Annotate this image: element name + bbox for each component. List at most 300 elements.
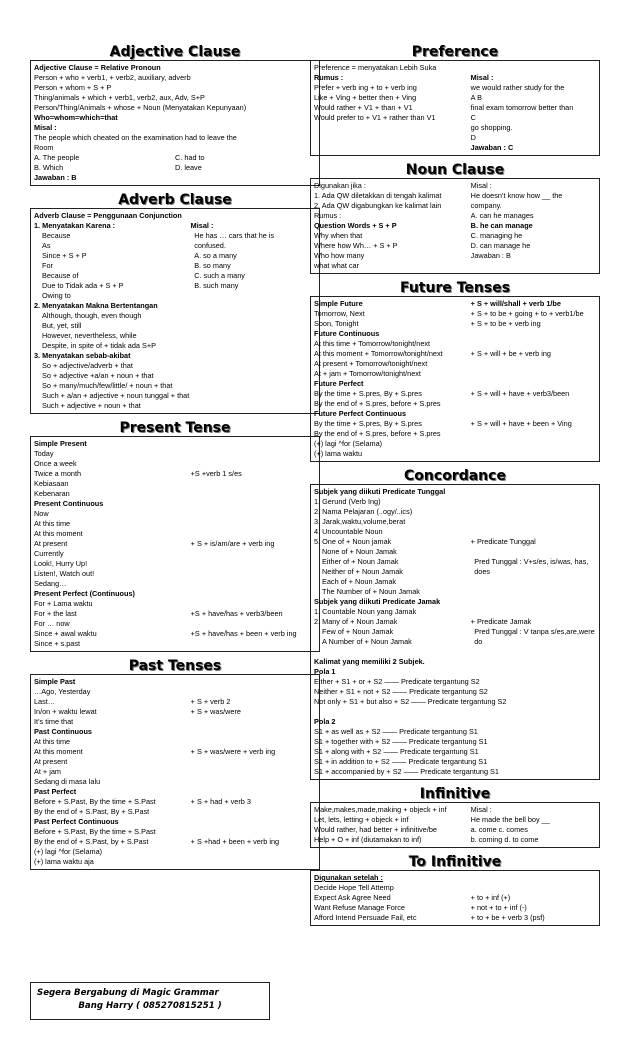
line-text: Since + s.past bbox=[34, 639, 81, 648]
text-line bbox=[314, 73, 596, 83]
line-aside: + not + to + inf (-) bbox=[470, 903, 527, 912]
line-text: Pola 2 bbox=[314, 717, 336, 726]
text-line bbox=[314, 339, 596, 349]
line-aside: + S + verb 2 bbox=[190, 697, 231, 706]
text-line bbox=[314, 627, 596, 637]
line-text: Help + O + inf (diutamakan to inf) bbox=[314, 835, 422, 844]
line-aside: + S + was/were bbox=[190, 707, 241, 716]
text-line bbox=[314, 527, 596, 537]
line-aside: + S + will + have + verb3/been bbox=[470, 389, 570, 398]
line-text: 2. Nama Pelajaran (..ogy/..ics) bbox=[314, 507, 413, 516]
line-aside: Pred Tunggal : V+s/es, is/was, has, bbox=[474, 557, 589, 566]
line-aside: Jawaban : B bbox=[470, 251, 511, 260]
line-text bbox=[314, 123, 471, 133]
text-line bbox=[34, 93, 316, 103]
text-line bbox=[34, 241, 316, 251]
text-line bbox=[34, 579, 316, 589]
text-line bbox=[314, 757, 596, 767]
text-line bbox=[34, 727, 316, 737]
text-line bbox=[314, 557, 596, 567]
text-line bbox=[34, 221, 316, 231]
line-text: S1 + in addition to + S2 —— Predicate tergantung S1 bbox=[314, 757, 488, 766]
line-text: The Number of + Noun Jamak bbox=[322, 587, 420, 596]
option-a: A. The people bbox=[34, 153, 80, 162]
line-text bbox=[314, 143, 471, 153]
option-d: D. leave bbox=[175, 163, 202, 172]
line-aside: D. can manage he bbox=[470, 241, 531, 250]
text-line bbox=[314, 517, 596, 527]
text-line bbox=[314, 805, 596, 815]
line-text: Few of + Noun Jamak bbox=[322, 627, 394, 636]
text-line bbox=[34, 539, 316, 549]
text-line bbox=[314, 815, 596, 825]
text-line bbox=[314, 319, 596, 329]
line-text: 5. One of + Noun jamak bbox=[314, 537, 392, 546]
line-text: So + many/much/few/little/ + noun + that bbox=[42, 381, 173, 390]
preference-lines bbox=[314, 63, 596, 153]
line-text: Subjek yang diikuti Predicate Tunggal bbox=[314, 487, 446, 496]
text-line bbox=[314, 737, 596, 747]
line-aside: + S + will + have + been + Ving bbox=[470, 419, 572, 428]
text-line bbox=[314, 251, 596, 261]
line-text: Kebiasaan bbox=[34, 479, 69, 488]
line-text: By the end of + S.Past, by + S.Past bbox=[34, 837, 149, 846]
line-text: Person + whom + S + P bbox=[34, 83, 112, 92]
text-line bbox=[34, 847, 316, 857]
line-text: Afford Intend Persuade Fail, etc bbox=[314, 913, 417, 922]
line-text: what what car bbox=[314, 261, 360, 270]
line-text: At this moment bbox=[34, 747, 83, 756]
text-line bbox=[34, 757, 316, 767]
line-text: At present bbox=[34, 539, 68, 548]
line-text: Due to Tidak ada + S + P bbox=[42, 281, 124, 290]
line-text: A Number of + Noun Jamak bbox=[322, 637, 412, 646]
line-aside: He made the bell boy __ bbox=[470, 815, 550, 824]
concordance-box bbox=[310, 484, 600, 780]
line-text: Either of + Noun Jamak bbox=[322, 557, 399, 566]
text-line bbox=[314, 577, 596, 587]
text-line bbox=[314, 261, 596, 271]
line-aside: Misal : bbox=[190, 221, 214, 230]
text-line bbox=[34, 519, 316, 529]
line-text: For + Lama waktu bbox=[34, 599, 93, 608]
line-text: Since + S + P bbox=[42, 251, 87, 260]
text-line bbox=[34, 787, 316, 797]
line-text: It’s time that bbox=[34, 717, 74, 726]
line-text: 2. Menyatakan Makna Bertentangan bbox=[34, 301, 158, 310]
text-line bbox=[34, 697, 316, 707]
text-line bbox=[34, 449, 316, 459]
line-text: (+) lama waktu aja bbox=[34, 857, 94, 866]
line-text: For + the last bbox=[34, 609, 77, 618]
line-text: Past Perfect bbox=[34, 787, 77, 796]
line-text: Today bbox=[34, 449, 54, 458]
text-line bbox=[314, 903, 596, 913]
line-aside: we would rather study for the bbox=[470, 83, 565, 92]
text-line bbox=[34, 559, 316, 569]
to-infinitive-heading: Digunakan setelah : bbox=[314, 873, 383, 882]
line-text: At present bbox=[34, 757, 68, 766]
line-text: Before + S.Past, By the time + S.Past bbox=[34, 827, 156, 836]
line-text: At this time bbox=[34, 519, 71, 528]
future-lines bbox=[314, 299, 596, 459]
text-line bbox=[314, 507, 596, 517]
text-line bbox=[34, 619, 316, 629]
line-text: But, yet, still bbox=[42, 321, 82, 330]
text-line bbox=[314, 487, 596, 497]
line-aside: +S + have/has + verb3/been bbox=[190, 609, 283, 618]
line-text: Let, lets, letting + objeck + inf bbox=[314, 815, 409, 824]
text-line bbox=[314, 419, 596, 429]
line-text: However, nevertheless, while bbox=[42, 331, 137, 340]
line-text: 1. Ada QW diletakkan di tengah kalimat bbox=[314, 191, 442, 200]
text-line bbox=[34, 589, 316, 599]
concordance-section bbox=[310, 468, 600, 780]
line-text: Present Continuous bbox=[34, 499, 104, 508]
text-line bbox=[34, 609, 316, 619]
text-line bbox=[34, 747, 316, 757]
text-line bbox=[34, 251, 316, 261]
line-text: 3. Menyatakan sebab-akibat bbox=[34, 351, 131, 360]
future-tenses-title: Future Tenses bbox=[399, 280, 511, 296]
text-line bbox=[314, 883, 596, 893]
line-aside: + Predicate Tunggal bbox=[470, 537, 536, 546]
text-line bbox=[34, 123, 316, 133]
line-aside: B. he can manage bbox=[470, 221, 533, 230]
text-line bbox=[314, 597, 596, 607]
adjective-answer: Jawaban : B bbox=[34, 173, 77, 182]
adverb-clause-section bbox=[30, 192, 320, 414]
text-line bbox=[314, 607, 596, 617]
line-text: Simple Future bbox=[314, 299, 363, 308]
text-line bbox=[314, 617, 596, 627]
adverb-clause-box bbox=[30, 208, 320, 414]
line-text: Rumus : bbox=[314, 73, 344, 82]
line-aside: + S + to be + verb ing bbox=[470, 319, 541, 328]
text-line bbox=[314, 547, 596, 557]
line-text: Room bbox=[34, 143, 54, 152]
preference-section bbox=[310, 44, 600, 156]
text-line bbox=[314, 63, 596, 73]
text-line bbox=[34, 827, 316, 837]
adverb-clause-title: Adverb Clause bbox=[118, 192, 232, 208]
line-text: Future Perfect bbox=[314, 379, 364, 388]
noun-clause-box bbox=[310, 178, 600, 274]
line-text: By the end of + S.pres, before + S.pres bbox=[314, 429, 441, 438]
text-line bbox=[34, 63, 316, 73]
text-line bbox=[34, 817, 316, 827]
text-line bbox=[314, 83, 596, 93]
line-text: As bbox=[42, 241, 51, 250]
line-aside: C. such a many bbox=[194, 271, 245, 280]
text-line bbox=[314, 637, 596, 647]
text-line bbox=[34, 629, 316, 639]
text-line bbox=[314, 687, 596, 697]
text-line bbox=[34, 401, 316, 411]
text-line bbox=[314, 767, 596, 777]
text-line bbox=[314, 697, 596, 707]
infinitive-title: Infinitive bbox=[419, 786, 491, 802]
text-line bbox=[34, 807, 316, 817]
line-text: Either + S1 + or + S2 —— Predicate tergantung S2 bbox=[314, 677, 480, 686]
line-text: Because bbox=[42, 231, 71, 240]
text-line bbox=[314, 835, 596, 845]
line-aside: confused. bbox=[194, 241, 226, 250]
text-line bbox=[314, 567, 596, 577]
line-text: 1. Gerund (Verb Ing) bbox=[314, 497, 381, 506]
text-line bbox=[314, 329, 596, 339]
line-text: S1 + together with + S2 —— Predicate tergantung S1 bbox=[314, 737, 488, 746]
future-tenses-box bbox=[310, 296, 600, 462]
line-aside: He has … cars that he is bbox=[194, 231, 275, 240]
adjective-clause-title: Adjective Clause bbox=[109, 44, 241, 60]
text-line bbox=[34, 271, 316, 281]
text-line bbox=[314, 379, 596, 389]
present-tense-title: Present Tense bbox=[119, 420, 231, 436]
text-line bbox=[314, 221, 596, 231]
text-line bbox=[34, 529, 316, 539]
line-text: Make,makes,made,making + objeck + inf bbox=[314, 805, 447, 814]
text-line bbox=[34, 113, 316, 123]
line-text: Simple Present bbox=[34, 439, 87, 448]
concordance-title: Concordance bbox=[404, 468, 506, 484]
text-line bbox=[34, 381, 316, 391]
past-lines bbox=[34, 677, 316, 867]
line-aside: B. such many bbox=[194, 281, 239, 290]
line-text: Present Perfect (Continuous) bbox=[34, 589, 135, 598]
line-text: Neither of + Noun Jamak bbox=[322, 567, 403, 576]
text-line bbox=[34, 777, 316, 787]
right-column bbox=[310, 44, 600, 932]
line-text: Because of bbox=[42, 271, 79, 280]
line-text: In/on + waktu lewat bbox=[34, 707, 97, 716]
line-aside: a. come c. comes bbox=[470, 825, 528, 834]
line-aside: +S + have/has + been + verb ing bbox=[190, 629, 297, 638]
text-line bbox=[34, 469, 316, 479]
adjective-options-row-2 bbox=[34, 163, 316, 173]
line-text: Currently bbox=[34, 549, 64, 558]
text-line bbox=[34, 321, 316, 331]
text-line bbox=[314, 399, 596, 409]
line-text: 2. Ada QW digabungkan ke kalimat lain bbox=[314, 201, 442, 210]
text-line bbox=[314, 825, 596, 835]
line-text: By the end of + S.pres, before + S.pres bbox=[314, 399, 441, 408]
text-line bbox=[34, 281, 316, 291]
adjective-clause-section bbox=[30, 44, 320, 186]
text-line bbox=[34, 361, 316, 371]
text-line bbox=[314, 299, 596, 309]
text-line bbox=[34, 103, 316, 113]
line-text: Digunakan jika : bbox=[314, 181, 366, 190]
infinitive-lines bbox=[314, 805, 596, 845]
line-text: Question Words + S + P bbox=[314, 221, 397, 230]
text-line bbox=[314, 537, 596, 547]
line-text: Twice a month bbox=[34, 469, 82, 478]
line-text: Tomorrow, Next bbox=[314, 309, 365, 318]
line-aside: + S +had + been + verb ing bbox=[190, 837, 280, 846]
text-line bbox=[34, 837, 316, 847]
text-line bbox=[34, 311, 316, 321]
line-text: Thing/animals + which + verb1, verb2, aux, Adv, S+P bbox=[34, 93, 205, 102]
line-aside: Misal : bbox=[470, 73, 494, 82]
line-text: Once a week bbox=[34, 459, 77, 468]
text-line bbox=[34, 371, 316, 381]
line-aside: + S + had + verb 3 bbox=[190, 797, 251, 806]
adverb-lines bbox=[34, 221, 316, 411]
text-line bbox=[34, 73, 316, 83]
concordance-lines bbox=[314, 487, 596, 777]
text-line bbox=[34, 717, 316, 727]
line-aside: He doesn’t know how __ the bbox=[470, 191, 563, 200]
line-aside: + to + inf (+) bbox=[470, 893, 511, 902]
line-aside: + S + was/were + verb ing bbox=[190, 747, 276, 756]
line-text: Since + awal waktu bbox=[34, 629, 97, 638]
adjective-lines bbox=[34, 63, 316, 153]
text-line bbox=[314, 449, 596, 459]
line-text: Expect Ask Agree Need bbox=[314, 893, 391, 902]
line-aside: A. can he manages bbox=[470, 211, 534, 220]
text-line bbox=[34, 459, 316, 469]
text-line bbox=[314, 201, 596, 211]
line-text: So + adjective +a/an + noun + that bbox=[42, 371, 154, 380]
noun-lines bbox=[314, 181, 596, 271]
to-infinitive-section bbox=[310, 854, 600, 926]
past-tenses-box bbox=[30, 674, 320, 870]
line-text: (+) lama waktu bbox=[314, 449, 363, 458]
text-line bbox=[314, 707, 596, 717]
text-line bbox=[34, 231, 316, 241]
line-text: Pola 1 bbox=[314, 667, 336, 676]
infinitive-section bbox=[310, 786, 600, 848]
line-text: Rumus : bbox=[314, 211, 342, 220]
line-text: By the end of + S.Past, By + S.Past bbox=[34, 807, 150, 816]
adverb-heading: Adverb Clause = Penggunaan Conjunction bbox=[34, 211, 182, 220]
line-text: Soon, Tonight bbox=[314, 319, 359, 328]
text-line bbox=[34, 489, 316, 499]
line-text: Future Continuous bbox=[314, 329, 380, 338]
line-text bbox=[314, 707, 596, 717]
line-text: Person + who + verb1, + verb2, auxiliary, adverb bbox=[34, 73, 191, 82]
line-text: Subjek yang diikuti Predicate Jamak bbox=[314, 597, 441, 606]
text-line bbox=[34, 133, 316, 143]
line-text: Who=whom=which=that bbox=[34, 113, 118, 122]
line-text: Would rather + V1 + than + V1 bbox=[314, 103, 413, 112]
line-text: Adjective Clause = Relative Pronoun bbox=[34, 63, 161, 72]
line-text: By the time + S.pres, By + S.pres bbox=[314, 419, 422, 428]
present-tense-box bbox=[30, 436, 320, 652]
line-text: Who how many bbox=[314, 251, 365, 260]
line-aside: Jawaban : C bbox=[470, 143, 514, 152]
text-line bbox=[34, 331, 316, 341]
line-text: 3. Jarak,waktu,volume,berat bbox=[314, 517, 406, 526]
text-line bbox=[314, 747, 596, 757]
line-aside: does bbox=[474, 567, 491, 576]
past-tenses-title: Past Tenses bbox=[128, 658, 222, 674]
text-line bbox=[34, 391, 316, 401]
line-aside: + to + be + verb 3 (psf) bbox=[470, 913, 545, 922]
line-text: Before + S.Past, By the time + S.Past bbox=[34, 797, 156, 806]
text-line bbox=[34, 479, 316, 489]
footer-line-1: Segera Bergabung di Magic Grammar bbox=[37, 988, 219, 998]
text-line bbox=[314, 409, 596, 419]
line-text bbox=[314, 647, 596, 657]
infinitive-box bbox=[310, 802, 600, 848]
text-line bbox=[314, 143, 596, 153]
future-tenses-section bbox=[310, 280, 600, 462]
line-text: S1 + along with + S2 —— Predicate tergantung S1 bbox=[314, 747, 479, 756]
line-text: The people which cheated on the examination had to leave the bbox=[34, 133, 237, 142]
adjective-options-row-1 bbox=[34, 153, 316, 163]
text-line bbox=[314, 913, 596, 923]
line-text: At this moment bbox=[34, 529, 83, 538]
line-text: Owing to bbox=[42, 291, 71, 300]
option-c: C. had to bbox=[175, 153, 205, 162]
line-aside: final exam tomorrow better than bbox=[470, 103, 574, 112]
line-text: Person/Thing/Animals + whose + Noun (Menyatakan Kepunyaan) bbox=[34, 103, 247, 112]
line-text: At + jam bbox=[34, 767, 61, 776]
text-line bbox=[314, 93, 596, 103]
line-text: (+) lagi ^for (Selama) bbox=[314, 439, 383, 448]
line-text: Like + Ving + better then + Ving bbox=[314, 93, 417, 102]
text-line bbox=[314, 113, 596, 123]
line-text: S1 + as well as + S2 —— Predicate tergantung S1 bbox=[314, 727, 478, 736]
text-line bbox=[314, 211, 596, 221]
text-line bbox=[34, 351, 316, 361]
left-column bbox=[30, 44, 320, 876]
text-line bbox=[314, 359, 596, 369]
text-line bbox=[34, 143, 316, 153]
line-text: Future Perfect Continuous bbox=[314, 409, 407, 418]
text-line bbox=[314, 497, 596, 507]
text-line bbox=[314, 587, 596, 597]
footer-line-2: Bang Harry ( 085270815251 ) bbox=[78, 1001, 222, 1011]
noun-clause-section bbox=[310, 162, 600, 274]
line-text: By the time + S.pres, By + S.pres bbox=[314, 389, 422, 398]
text-line bbox=[34, 677, 316, 687]
text-line bbox=[34, 737, 316, 747]
line-text: Would rather, had better + infinitive/be bbox=[314, 825, 437, 834]
line-text: Despite, in spite of + tidak ada S+P bbox=[42, 341, 156, 350]
line-aside: B. so many bbox=[194, 261, 231, 270]
text-line bbox=[34, 83, 316, 93]
text-line bbox=[34, 341, 316, 351]
option-b: B. Which bbox=[34, 163, 64, 172]
line-text: Want Refuse Manage Force bbox=[314, 903, 405, 912]
line-text: Why when that bbox=[314, 231, 363, 240]
line-text bbox=[314, 133, 471, 143]
text-line bbox=[34, 291, 316, 301]
line-text: Kalimat yang memiliki 2 Subjek. bbox=[314, 657, 425, 666]
line-text: At + jam + Tomorrow/tonight/next bbox=[314, 369, 421, 378]
line-text: Past Perfect Continuous bbox=[34, 817, 119, 826]
text-line bbox=[34, 767, 316, 777]
present-tense-section bbox=[30, 420, 320, 652]
text-line bbox=[34, 797, 316, 807]
text-line bbox=[34, 499, 316, 509]
line-text: Would prefer to + V1 + rather than V1 bbox=[314, 113, 436, 122]
line-text: Such + adjective + noun + that bbox=[42, 401, 141, 410]
line-text: 1. Countable Noun yang Jamak bbox=[314, 607, 417, 616]
line-text: Where how Wh… + S + P bbox=[314, 241, 398, 250]
text-line bbox=[314, 429, 596, 439]
line-aside: A. so a many bbox=[194, 251, 237, 260]
text-line bbox=[314, 439, 596, 449]
text-line bbox=[34, 707, 316, 717]
line-text: At this time bbox=[34, 737, 71, 746]
line-text: At this time + Tomorrow/tonight/next bbox=[314, 339, 431, 348]
line-text: Sedang… bbox=[34, 579, 67, 588]
text-line bbox=[314, 727, 596, 737]
